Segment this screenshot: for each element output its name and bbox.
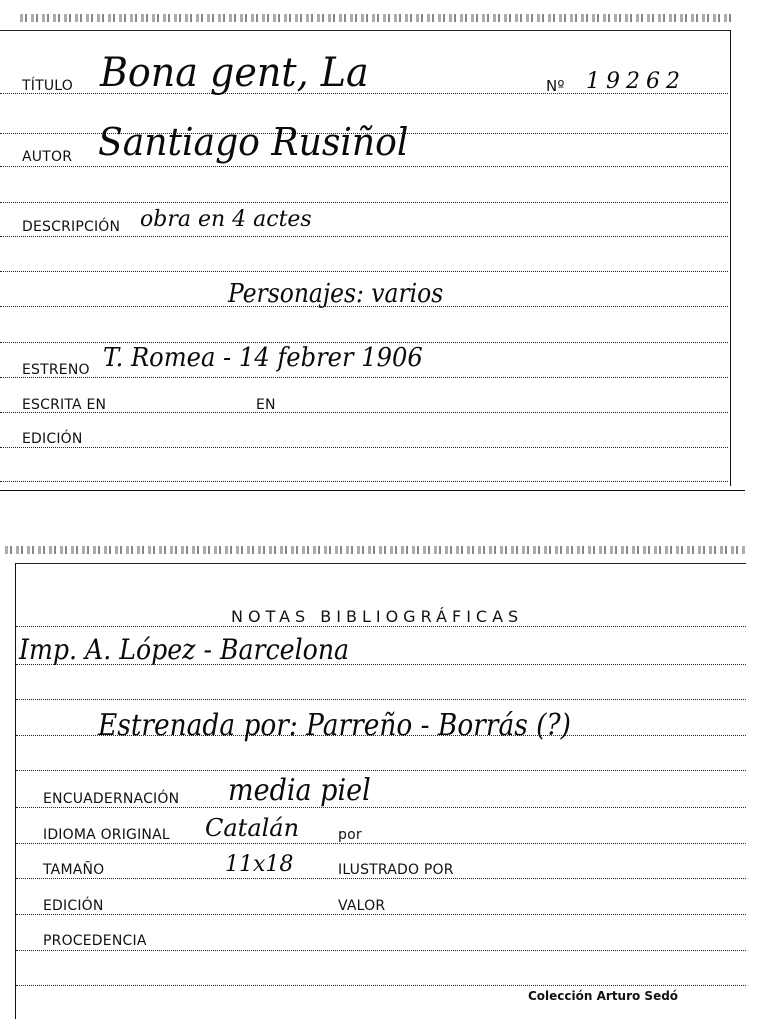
rule-line [0,481,728,482]
value-numero: 19262 [586,69,686,94]
rule-line [0,412,728,413]
value-descripcion: obra en 4 actes [140,207,312,232]
rule-line [16,914,746,915]
rule-line [16,770,746,771]
heading-notas-bibliograficas: NOTAS BIBLIOGRÁFICAS [231,607,524,626]
rule-line [0,377,728,378]
label-valor: VALOR [338,898,386,914]
label-encuadernacion: ENCUADERNACIÓN [43,791,180,807]
rule-line [0,236,728,237]
value-encuadernacion: media piel [228,773,371,808]
footer-coleccion: Colección Arturo Sedó [528,989,679,1003]
torn-edge-middle [5,546,745,554]
value-estreno: T. Romea - 14 febrer 1906 [103,343,423,373]
rule-line [16,626,746,627]
label-tamano: TAMAÑO [43,862,105,878]
torn-edge-top [20,14,735,22]
label-idioma-original: IDIOMA ORIGINAL [43,827,170,843]
label-edicion: EDICIÓN [22,431,83,447]
rule-line [0,202,728,203]
label-edicion-2: EDICIÓN [43,898,104,914]
label-autor: AUTOR [22,149,73,165]
rule-line [16,985,746,986]
rule-line [16,878,746,879]
label-procedencia: PROCEDENCIA [43,933,147,949]
label-en: EN [256,397,276,413]
rule-line [0,447,728,448]
value-idioma-original: Catalán [205,814,300,842]
value-tamano: 11x18 [225,852,294,877]
label-estreno: ESTRENO [22,362,90,378]
rule-line [16,950,746,951]
label-numero: Nº [546,77,565,95]
rule-line [0,271,728,272]
catalog-card-back [15,563,746,1019]
rule-line [0,166,728,167]
label-ilustrado-por: ILUSTRADO POR [338,862,454,878]
value-descripcion-2: Personajes: varios [228,279,444,309]
card-bottom-edge [0,490,745,491]
label-titulo: TÍTULO [22,78,73,94]
label-escrita-en: ESCRITA EN [22,397,107,413]
rule-line [16,699,746,700]
label-descripcion: DESCRIPCIÓN [22,219,121,235]
catalog-card-front [0,30,731,486]
rule-line [16,807,746,808]
value-autor: Santiago Rusiñol [98,120,409,164]
note-line-2: Estrenada por: Parreño - Borrás (?) [98,708,571,743]
value-titulo: Bona gent, La [100,50,369,96]
label-por: por [338,827,362,843]
note-line-1: Imp. A. López - Barcelona [19,633,350,666]
rule-line [16,843,746,844]
